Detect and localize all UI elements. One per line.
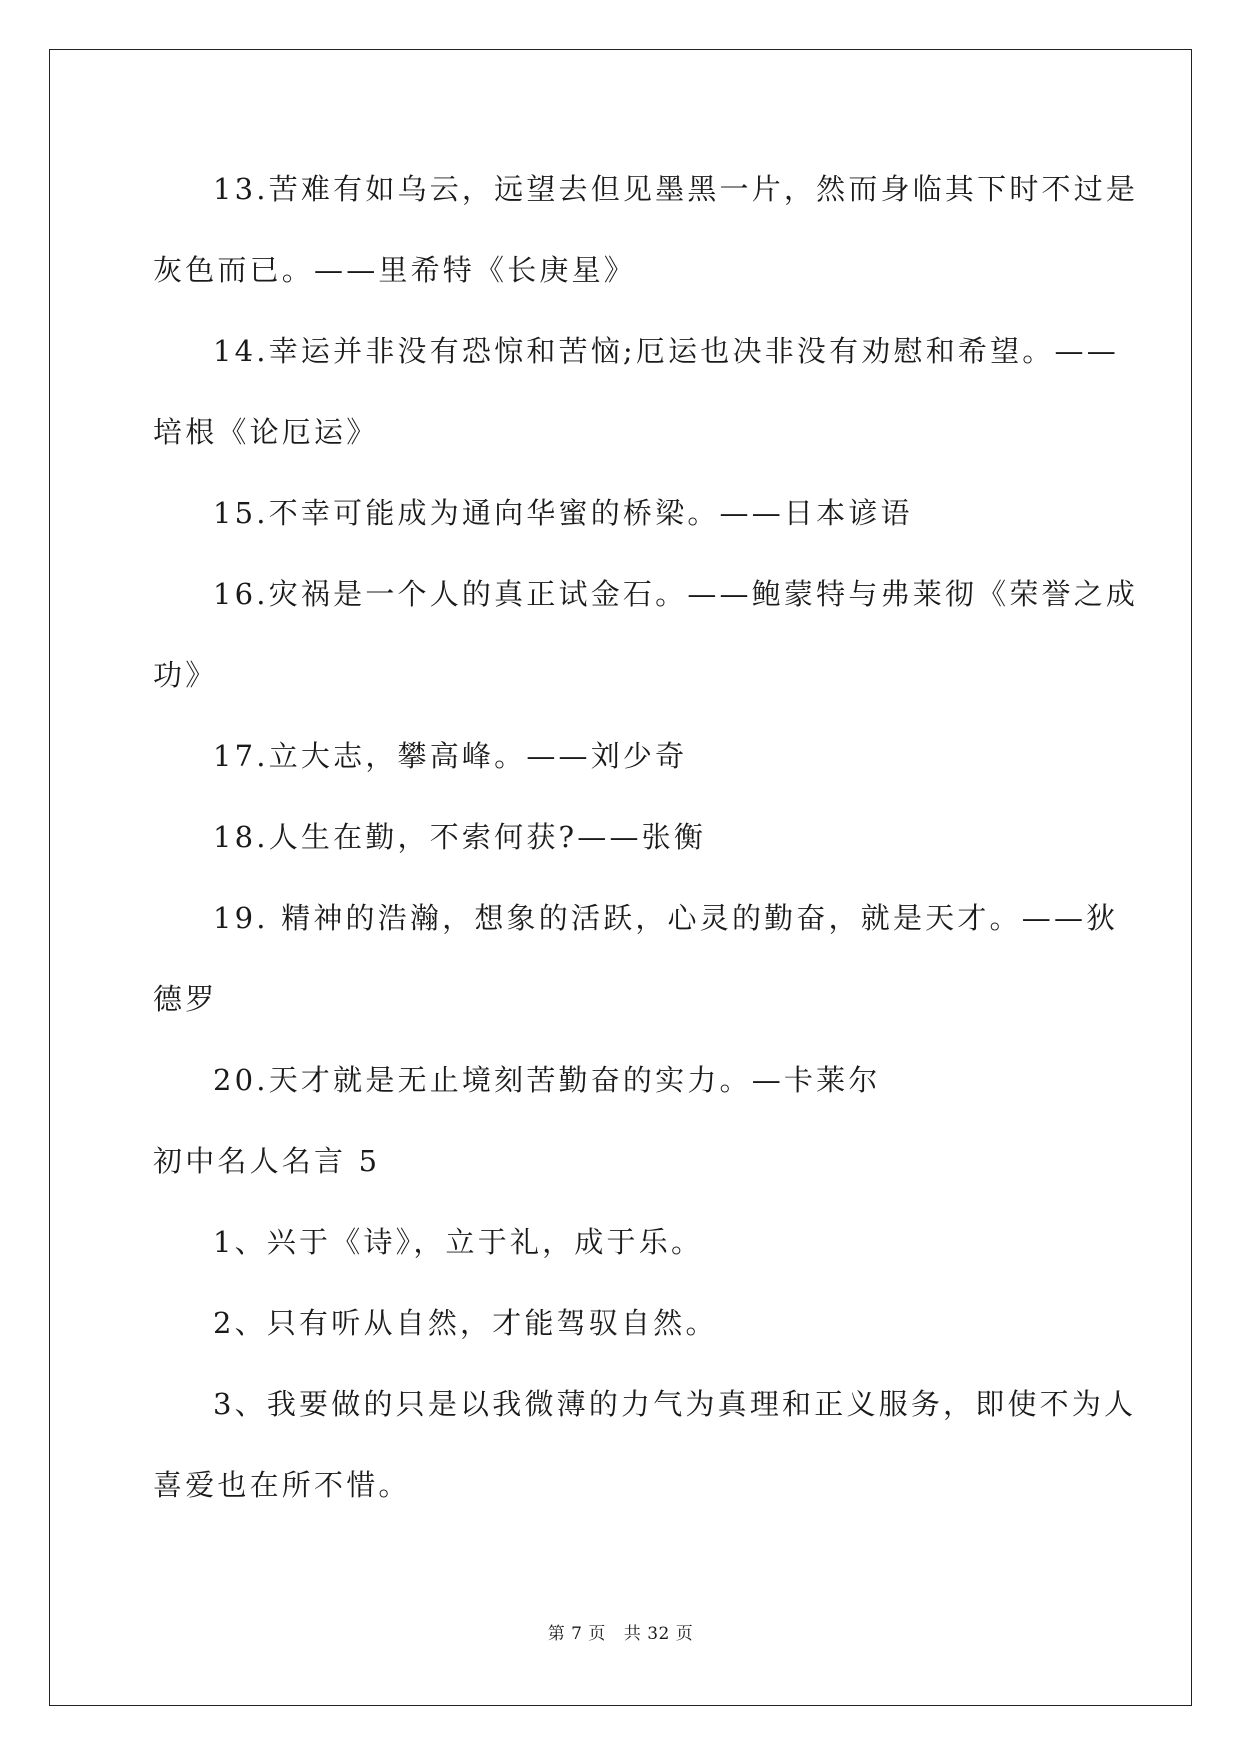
item-1: 1、兴于《诗》，立于礼，成于乐。 — [213, 1225, 704, 1259]
item-3-line-1: 3、我要做的只是以我微薄的力气为真理和正义服务，即使不为人 — [213, 1387, 1137, 1421]
page-frame — [49, 49, 1192, 1706]
quote-14-line-2: 培根《论厄运》 — [153, 415, 379, 449]
quote-18: 18.人生在勤，不索何获?——张衡 — [213, 820, 707, 854]
quote-19-line-1: 19. 精神的浩瀚，想象的活跃，心灵的勤奋，就是天才。——狄 — [213, 901, 1119, 935]
quote-13-line-2: 灰色而已。——里希特《长庚星》 — [153, 253, 637, 287]
quote-19-line-2: 德罗 — [153, 982, 218, 1016]
item-3-line-2: 喜爱也在所不惜。 — [153, 1468, 411, 1502]
quote-16-line-1: 16.灾祸是一个人的真正试金石。——鲍蒙特与弗莱彻《荣誉之成 — [213, 577, 1139, 611]
quote-14-line-1: 14.幸运并非没有恐惊和苦恼;厄运也决非没有劝慰和希望。—— — [213, 334, 1119, 368]
section-heading: 初中名人名言 5 — [153, 1144, 381, 1178]
quote-16-line-2: 功》 — [153, 658, 218, 692]
quote-17: 17.立大志，攀高峰。——刘少奇 — [213, 739, 688, 773]
quote-20: 20.天才就是无止境刻苦勤奋的实力。—卡莱尔 — [213, 1063, 881, 1097]
item-2: 2、只有听从自然，才能驾驭自然。 — [213, 1306, 718, 1340]
quote-13-line-1: 13.苦难有如乌云，远望去但见墨黑一片，然而身临其下时不过是 — [213, 172, 1139, 206]
quote-15: 15.不幸可能成为通向华蜜的桥梁。——日本谚语 — [213, 496, 913, 530]
page-footer — [0, 1623, 1241, 1645]
page-number-total: 共 32 页 — [623, 1624, 694, 1644]
page-number-current: 第 7 页 — [547, 1624, 606, 1644]
